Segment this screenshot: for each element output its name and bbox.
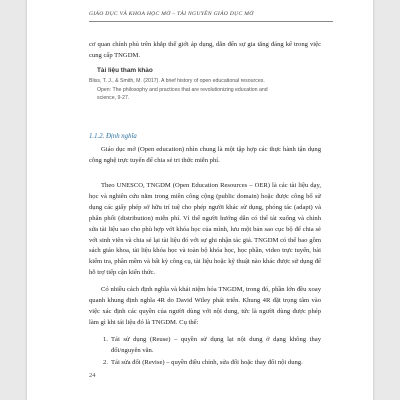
list-item: [89, 358, 321, 369]
list-item: [89, 335, 321, 357]
book-page: [27, 0, 373, 400]
running-header: GIÁO DỤC VÀ KHOA HỌC MỞ – TÀI NGUYÊN GIÁO DỤC MỞ: [89, 11, 254, 17]
reference-line-3: science, 9-27.: [97, 95, 130, 102]
reference-heading: Tài liệu tham khảo: [97, 67, 153, 74]
rights-list: [89, 335, 321, 369]
definition-paragraph: Giáo dục mở (Open education) nhìn chung là một tập hợp các thực hành tận dụng công nghệ trực tuyến để chia sẻ tri thức miễn phí.: [89, 146, 321, 164]
page-number: 24: [89, 372, 96, 379]
unesco-paragraph: Theo UNESCO, TNGDM (Open Education Resources – OER) là các tài liệu dạy, học và nghiên cứu nằm trong miền công cộng (public domain) hoặc được công bố sử dụng các giấy phép sở hữu trí tuệ cho phép người khác sử dụng, phóng tác (adapt) và phân phối (distribution) miễn phí. Vì thế người hướng dẫn có thể tải xuống và chỉnh sửa tài liệu sao cho phù hợp với khóa học của mình, lưu một bản sao cục bộ để chia sẻ với sinh viên và chia sẻ lại tài liệu đó với sự ghi nhận tác giả. TNGDM có thể bao gồm sách giáo khoa, tài liệu khóa học và toàn bộ khóa học, học phần, video trực tuyến, bài kiểm tra, phần mềm và bất kỳ công cụ, tài liệu hoặc kỹ thuật nào khác được sử dụng để hỗ trợ tiếp cận kiến thức.: [89, 182, 321, 277]
list-item-text: Tái sửa đổi (Revise) – quyền điều chỉnh, sửa đổi hoặc thay đổi nội dung.: [111, 358, 303, 366]
header-rule: [89, 21, 333, 22]
list-item-number: 1.: [103, 336, 108, 343]
reference-line-2: Open: The philosophy and practices that are revolutionizing education and: [97, 86, 268, 93]
section-title: 1.1.2. Định nghĩa: [89, 133, 137, 140]
list-item-number: 2.: [103, 358, 108, 366]
intro-paragraph: cơ quan chính phủ trên khắp thế giới áp dụng, dẫn đến sự gia tăng đáng kể trong việc cung cấp TNGDM.: [89, 41, 321, 59]
reference-line-1: Bliss, T. J., & Smith, M. (2017). A brief history of open educational resources.: [89, 78, 265, 84]
framework-4r-paragraph: Có nhiều cách định nghĩa và khái niệm hóa TNGDM, trong đó, phần lớn đều xoay quanh khung định nghĩa 4R do David Wiley phát triển. Khung 4R đặt trọng tâm vào việc xác định các quyền của người dùng với nội dung, tức là người dùng được phép làm gì khi tái liệu đó là TNGDM. Cụ thể:: [89, 286, 321, 326]
list-item-text: Tái sử dụng (Reuse) – quyền sử dụng lại nội dung ở dạng không thay đổi/nguyên văn.: [111, 336, 321, 354]
reference-entry: [89, 77, 321, 103]
